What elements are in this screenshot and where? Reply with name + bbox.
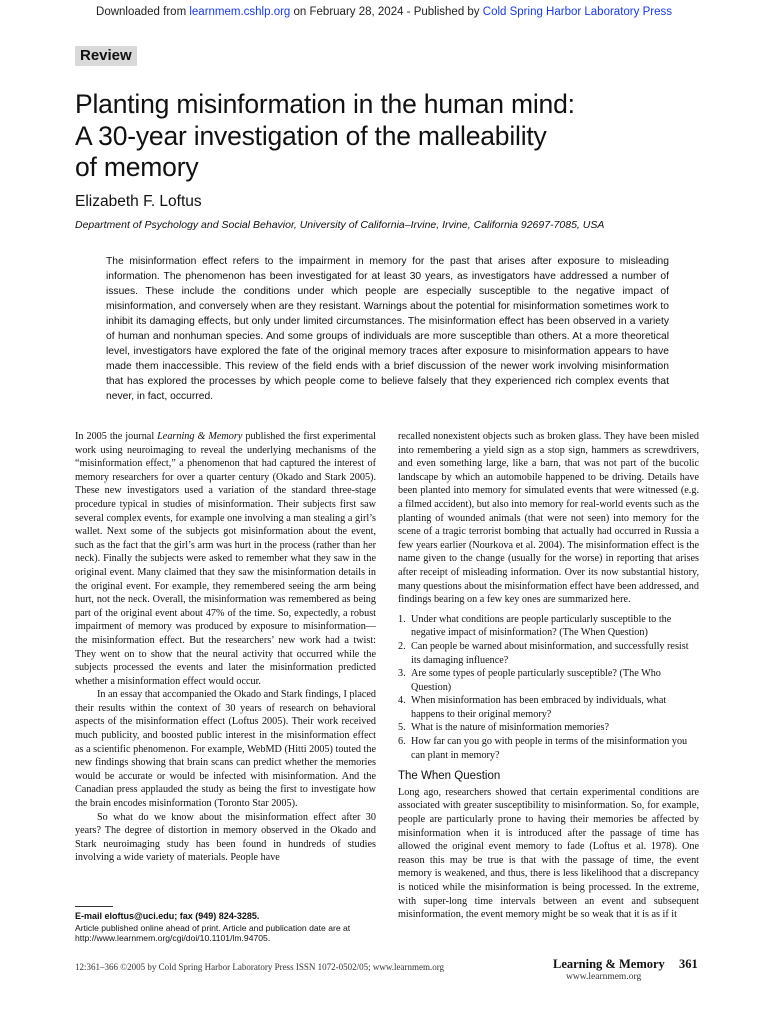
question-number: 6. (398, 736, 406, 748)
question-item (398, 735, 699, 762)
question-text: Can people be warned about misinformation, and successfully resist its damaging influence? (411, 640, 689, 666)
article-title (75, 89, 715, 184)
title-line: Planting misinformation in the human mind: (75, 89, 575, 119)
corresponding-email: E-mail eloftus@uci.edu; fax (949) 824-3285. (75, 911, 260, 921)
question-text: Are some types of people particularly susceptible? (The Who Question) (411, 668, 661, 693)
site-link[interactable]: learnmem.cshlp.org (189, 6, 291, 18)
question-number: 5. (398, 722, 406, 734)
publisher-link[interactable]: Cold Spring Harbor Laboratory Press (482, 6, 672, 18)
footer-journal-name: Learning & Memory (553, 957, 665, 971)
article-doi-note: Article published online ahead of print. Article and publication date are at http://www.learnmem.org/cgi/doi/10.1101/lm.94705. (75, 922, 351, 943)
body-paragraph: recalled nonexistent objects such as broken glass. They have been misled into remembering a yield sign as a stop sign, hammers as screwdrivers, and even something large, like a barn, that was not part of the bucolic landscape by which an automobile happened to be driving. Details have been planted into memory for simulated events that were witnessed (e.g. a filmed accident), but also into memory for real-world events such as the planting of wounded animals (that were not seen) into memory for the scene of a tragic terrorist bombing that actually had occurred in Russia a few years earlier (Nourkova et al. 2004). The misinformation effect is the name given to the change (usually for the worse) in reporting that arises after receipt of misleading information. Over its now substantial history, many questions about the misinformation effect have been addressed, and findings bearing on a few key ones are summarized here. (398, 431, 699, 606)
question-text: How far can you go with people in terms of the misinformation you can plant in memory? (411, 736, 688, 761)
body-paragraph (75, 430, 376, 688)
question-number: 2. (398, 640, 406, 652)
question-item (398, 667, 699, 694)
download-banner (0, 6, 768, 18)
question-item (398, 694, 699, 721)
body-paragraph: In an essay that accompanied the Okado and Stark findings, I placed their results within the context of 30 years of research on behavioral aspects of the misinformation effect (Loftus 2005). Their work received much publicity, and boosted public interest in the misinformation effect as a scientific phenomenon. For example, WebMD (Hitti 2005) touted the new findings showing that brain scans can predict whether the memories would be accurate or would be infected with misinformation. And the Canadian press applauded the study as being the first to investigate how the brain encodes misinformation (Toronto Star 2005). (75, 689, 376, 810)
question-number: 4. (398, 695, 406, 707)
question-text: Under what conditions are people particularly susceptible to the negative impact of misinformation? (The When Question) (411, 613, 672, 639)
title-line: of memory (75, 152, 199, 182)
question-item (398, 721, 699, 735)
question-item (398, 640, 699, 667)
title-line: A 30-year investigation of the malleability (75, 120, 547, 151)
footnote (75, 911, 385, 944)
section-heading: The When Question (398, 770, 501, 783)
abstract: The misinformation effect refers to the impairment in memory for the past that arises after exposure to misleading information. The phenomenon has been investigated for at least 30 years, as investigators have addressed a number of issues. These include the conditions under which people are especially susceptible to the negative impact of misinformation, and conversely when are they resistant. Warnings about the potential for misinformation sometimes work to inhibit its damaging effects, but only under limited circumstances. The misinformation effect has been observed in a variety of human and nonhuman species. And some groups of individuals are more susceptible than others. At a more theoretical level, investigators have explored the fate of the original memory traces after exposure to misinformation appears to have made them inaccessible. This review of the field ends with a brief discussion of the newer work involving misinformation that has explored the processes by which people come to believe falsely that they experienced rich complex events that never, in fact, occurred. (106, 256, 669, 402)
body-paragraph: So what do we know about the misinformation effect after 30 years? The degree of distortion in memory observed in the Okado and Stark neuroimaging study has been found in hundreds of studies involving a wide variety of materials. People have (75, 811, 376, 864)
question-number: 1. (398, 613, 406, 625)
author-name: Elizabeth F. Loftus (75, 193, 202, 210)
question-number: 3. (398, 668, 406, 680)
footnote-divider (75, 906, 113, 907)
journal-name-italic: Learning & Memory (157, 431, 243, 442)
right-column (398, 430, 699, 952)
question-list (398, 613, 699, 763)
author-affiliation: Department of Psychology and Social Behavior, University of California–Irvine, Irvine, California 92697-7085, USA (75, 219, 605, 231)
article-type-tag: Review (75, 46, 137, 66)
banner-middle: on February 28, 2024 - Published by (290, 6, 483, 18)
question-text: What is the nature of misinformation memories? (411, 722, 610, 734)
body-paragraph: Long ago, researchers showed that certain experimental conditions are associated with greater susceptibility to misinformation. So, for example, people are particularly prone to having their memories be affected by misinformation when it is introduced after the passage of time has allowed the original event memory to fade (Loftus et al. 1978). One reason this may be true is that with the passage of time, the event memory is weakened, and thus, there is less likelihood that a discrepancy is noticed while the misinformation is being processed. In the extreme, with super-long time intervals between an event and subsequent misinformation, the event memory might be so weak that it is as if it (398, 786, 699, 921)
body-text: In 2005 the journal (75, 431, 158, 442)
question-text: When misinformation has been embraced by individuals, what happens to their original memory? (411, 695, 667, 720)
body-text: published the first experimental work using neuroimaging to reveal the underlying mechanisms of the “misinformation effect,” a phenomenon that had captured the interest of memory researchers for over a quarter century (Okado and Stark 2005). These new investigators used a variation of the standard three-stage procedure typical in studies of misinformation. Their subjects first saw several complex events, for example one involving a man stealing a girl’s wallet. Next some of the subjects got misinformation about the event, such as the fact that the girl’s arm was hurt in the process (rather than her neck). Finally the subjects were asked to remember what they saw in the original event. Many claimed that they saw the misinformation details in the original event. For example, they remembered seeing the arm being hurt, not the neck. Overall, the misinformation was remembered as being part of the original event about 47% of the time. So, expectedly, a robust impairment of memory was produced by exposure to misinformation—the misinformation effect. But the researchers’ new work had a twist: They went on to show that the neural activity that occurred while the subjects processed the events and later the misinformation predicted whether a misinformation effect would occur. (75, 431, 376, 687)
footer-citation: 12:361–366 ©2005 by Cold Spring Harbor Laboratory Press ISSN 1072-0502/05; www.learnmem.org (75, 962, 445, 972)
page-number: 361 (679, 957, 698, 971)
left-column (75, 430, 376, 908)
banner-prefix: Downloaded from (96, 6, 190, 18)
question-item (398, 613, 699, 640)
footer-url: www.learnmem.org (566, 972, 642, 982)
